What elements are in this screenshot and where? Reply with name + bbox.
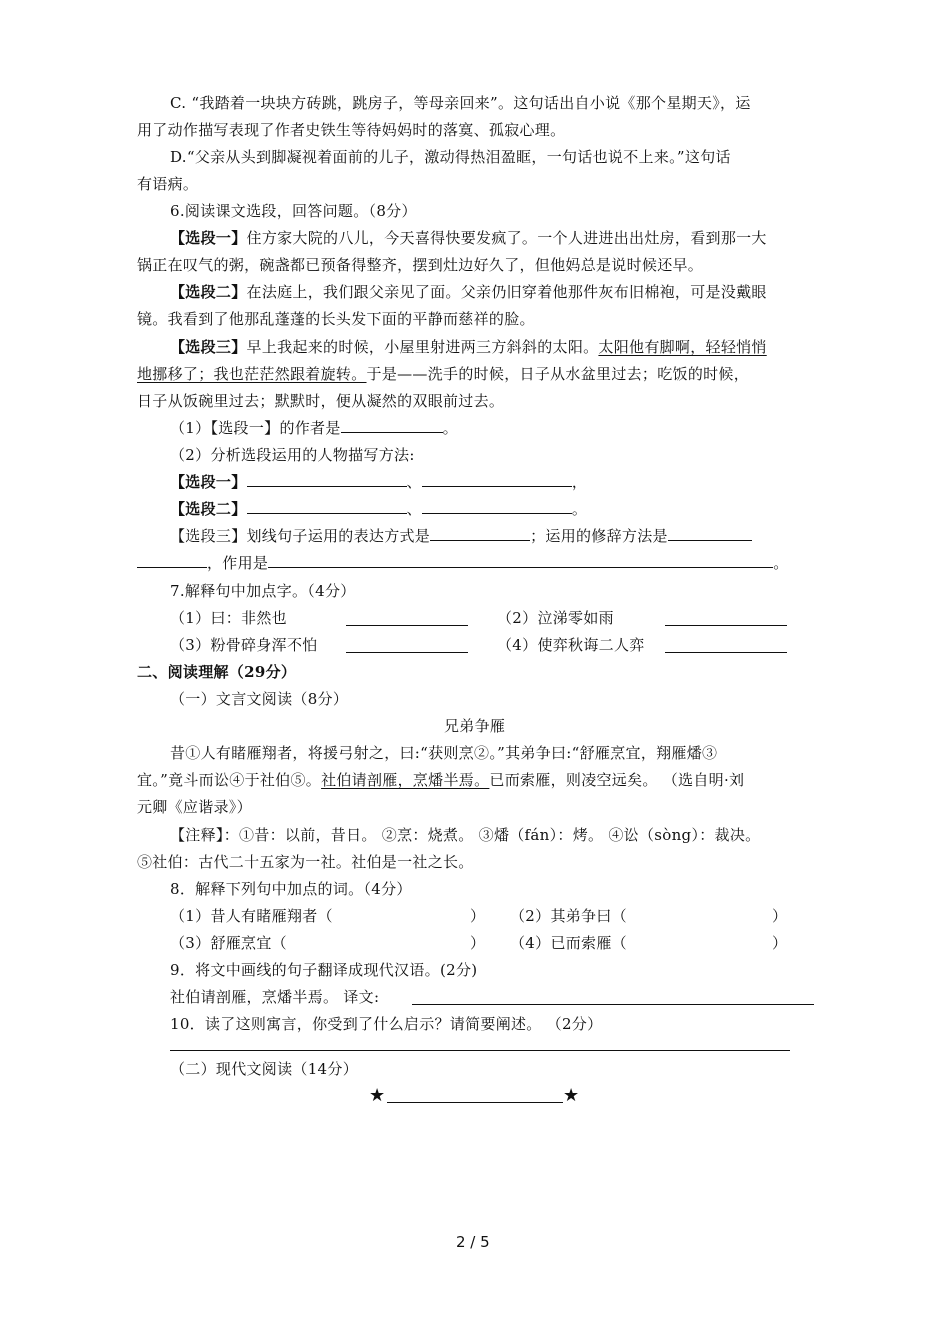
q8-item-4: （4）已而索雁（ bbox=[510, 934, 627, 952]
q8-close-paren: ） bbox=[772, 934, 788, 952]
answer-blank[interactable] bbox=[422, 472, 572, 487]
q7-item-2: （2）泣涕零如雨 bbox=[497, 609, 614, 627]
page-number: 2 / 5 bbox=[456, 1233, 490, 1251]
answer-blank[interactable] bbox=[346, 652, 468, 653]
answer-blank[interactable] bbox=[247, 472, 407, 487]
star-icon: ★ bbox=[563, 1085, 580, 1106]
story-line2: 宜。”竟斗而讼④于社伯⑤。社伯请剖雁，烹燔半焉。已而索雁，则凌空远矣。 （选自明·刘 bbox=[137, 771, 745, 789]
q7-item-4: （4）使弈秋诲二人弈 bbox=[497, 636, 645, 654]
underlined-sentence: 社伯请剖雁，烹燔半焉。 bbox=[321, 771, 490, 789]
q8-close-paren: ） bbox=[470, 907, 486, 925]
q7-item-1: （1）曰：非然也 bbox=[170, 609, 287, 627]
answer-blank[interactable] bbox=[422, 499, 572, 514]
answer-blank[interactable] bbox=[665, 625, 787, 626]
answer-blank[interactable] bbox=[430, 526, 530, 541]
passage3-label: 【选段三】 bbox=[170, 338, 247, 356]
notes-line1: 【注释】：①昔：以前，昔日。 ②烹：烧煮。 ③燔（fán）：烤。 ④讼（sòng）：裁决。 bbox=[170, 826, 761, 844]
answer-blank[interactable] bbox=[341, 418, 443, 433]
q5-option-d-line2: 有语病。 bbox=[137, 175, 199, 193]
section2-part1-heading: （一）文言文阅读（8分） bbox=[170, 690, 349, 708]
q6-title: 6.阅读课文选段，回答问题。（8分） bbox=[170, 202, 417, 220]
q5-option-c-line1: C. “我踏着一块块方砖跳，跳房子，等母亲回来”。这句话出自小说《那个星期天》，运 bbox=[170, 94, 751, 112]
q6-passage1-line1: 【选段一】住方家大院的八儿，今天喜得快要发疯了。一个人进进出出灶房，看到那一大 bbox=[170, 229, 767, 247]
answer-blank[interactable] bbox=[247, 499, 407, 514]
q10-title: 10．读了这则寓言，你受到了什么启示？请简要阐述。 （2分） bbox=[170, 1015, 603, 1033]
q8-item-2: （2）其弟争曰（ bbox=[510, 907, 627, 925]
q5-option-d-line1: D.“父亲从头到脚凝视着面前的儿子，激动得热泪盈眶，一句话也说不上来。”这句话 bbox=[170, 148, 731, 166]
q6-passage2-line2: 镜。我看到了他那乱蓬蓬的长头发下面的平静而慈祥的脸。 bbox=[137, 310, 535, 328]
passage2-label: 【选段二】 bbox=[170, 283, 247, 301]
q8-title: 8．解释下列句中加点的词。（4分） bbox=[170, 880, 412, 898]
q8-item-1: （1）昔人有睹雁翔者（ bbox=[170, 907, 333, 925]
q6-sub2-passage1: 【选段一】 、 ， bbox=[170, 473, 588, 491]
q6-passage1-line2: 锅正在叹气的粥，碗盏都已预备得整齐，摆到灶边好久了，但他妈总是说时候还早。 bbox=[137, 256, 704, 274]
story-line3: 元卿《应谐录》） bbox=[137, 798, 252, 816]
notes-line2: ⑤社伯：古代二十五家为一社。社伯是一社之长。 bbox=[137, 853, 474, 871]
q6-passage2-line1: 【选段二】在法庭上，我们跟父亲见了面。父亲仍旧穿着他那件灰布旧棉袍，可是没戴眼 bbox=[170, 283, 767, 301]
q6-sub1: （1）【选段一】的作者是 。 bbox=[170, 419, 458, 437]
passage1-label: 【选段一】 bbox=[170, 229, 247, 247]
story-title: 兄弟争雁 bbox=[444, 717, 506, 735]
q6-sub3-line2: ，作用是 。 bbox=[137, 553, 789, 573]
q6-passage3-line2: 地挪移了；我也茫茫然跟着旋转。于是——洗手的时候，日子从水盆里过去；吃饭的时候， bbox=[137, 365, 750, 383]
answer-blank[interactable] bbox=[268, 553, 773, 568]
answer-blank[interactable] bbox=[137, 553, 207, 568]
answer-blank[interactable] bbox=[665, 652, 787, 653]
q9-sentence: 社伯请剖雁，烹燔半焉。 译文: bbox=[170, 988, 380, 1006]
star-icon: ★ bbox=[369, 1085, 386, 1106]
underlined-sentence: 地挪移了；我也茫茫然跟着旋转。 bbox=[137, 365, 367, 383]
story-line1: 昔①人有睹雁翔者，将援弓射之，曰:“获则烹②。”其弟争曰:“舒雁烹宜，翔雁燔③ bbox=[170, 744, 718, 762]
divider bbox=[387, 1102, 563, 1103]
q8-close-paren: ） bbox=[772, 907, 788, 925]
q8-close-paren: ） bbox=[470, 934, 486, 952]
q6-sub2: （2）分析选段运用的人物描写方法: bbox=[170, 446, 415, 464]
q6-passage3-line1: 【选段三】早上我起来的时候，小屋里射进两三方斜斜的太阳。太阳他有脚啊，轻轻悄悄 bbox=[170, 338, 767, 356]
q5-option-c-line2: 用了动作描写表现了作者史铁生等待妈妈时的落寞、孤寂心理。 bbox=[137, 121, 566, 139]
underlined-sentence: 太阳他有脚啊，轻轻悄悄 bbox=[598, 338, 767, 356]
q7-title: 7.解释句中加点字。（4分） bbox=[170, 582, 356, 600]
answer-line[interactable] bbox=[170, 1050, 790, 1051]
section2-heading: 二、阅读理解（29分） bbox=[137, 663, 297, 681]
answer-blank[interactable] bbox=[346, 625, 468, 626]
q6-sub3-line1: 【选段三】划线句子运用的表达方式是 ；运用的修辞方法是 bbox=[170, 526, 752, 546]
answer-blank[interactable] bbox=[412, 1004, 814, 1005]
q6-passage3-line3: 日子从饭碗里过去；默默时，便从凝然的双眼前过去。 bbox=[137, 392, 505, 410]
answer-blank[interactable] bbox=[668, 526, 752, 541]
q7-item-3: （3）粉骨碎身浑不怕 bbox=[170, 636, 318, 654]
q6-sub2-passage2: 【选段二】 、 。 bbox=[170, 500, 588, 518]
q8-item-3: （3）舒雁烹宜（ bbox=[170, 934, 287, 952]
q9-title: 9．将文中画线的句子翻译成现代汉语。(2分) bbox=[170, 961, 478, 979]
section2-part2-heading: （二）现代文阅读（14分） bbox=[170, 1060, 358, 1078]
